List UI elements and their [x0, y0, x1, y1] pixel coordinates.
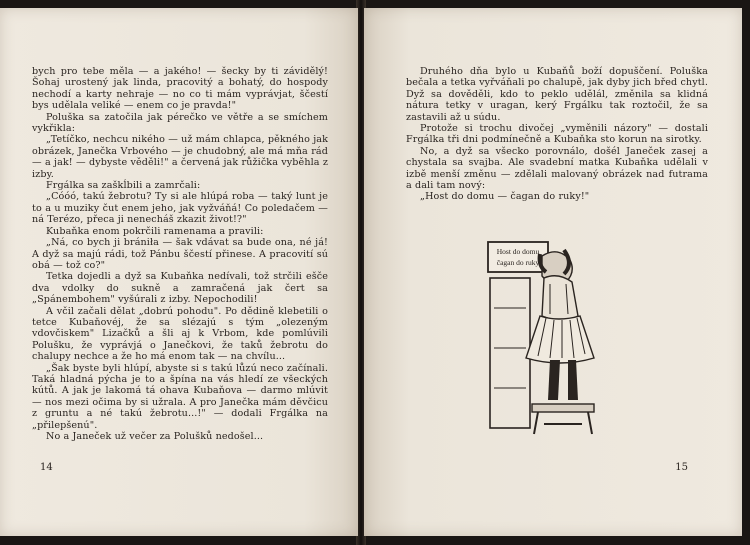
right-page-text [406, 66, 708, 203]
paragraph: „Ná, co bych ji brániła — šak vdávat sa bude ona, né já! A dyž sa majú rádi, tož Pánbu ščestí přinese. A pracovití sú obá — tož co?" [32, 237, 328, 271]
paragraph: Frgálka sa zaškĺbili a zamrčali: [46, 180, 201, 192]
paragraph: „Šak byste byli hlúpí, abyste si s takú lůzú neco začínali. Taká hladná pýcha je to a špína na vás hledí ze všeckých kútů. A jak je lakomá tá ohava Kubaňova — darmo mlúvit — nos mezi očima by si užrala. A pro Janečka mám děvčicu z gruntu a né takú žebrotu...!" — dodali Frgálka na „přilepšenú". [32, 362, 328, 431]
paragraph: A včil začali dělat „dobrú pohodu". Po dědině klebetili o tetce Kubaňovéj, že sa slézajú s tým „olezeným vdovčiskem" Lizačků a šli aj k Vrbom, kde pomlúvili Polušku, že vyprávjá o Janečkovi, že taků žebrotu do chalupy nechce a že ho má enom tak — na chvílu... [32, 305, 328, 363]
boot [548, 360, 560, 400]
paragraph: No, a dyž sa všecko porovnálo, došél Janeček zasej a chystala sa svajba. Ale svadební matka Kubaňka udělali v izbě menší změnu — zdělali malovaný obrázek nad futrama a dali tam nový: [406, 145, 708, 192]
paragraph: bych pro tebe měla — a jakého! — šecky by ti závidělý! Šohaj urostený jak linda, pracovitý a bohatý, do hospody nechodí a karty nehraje — no co ti mám vyprávjat, ščestí bys udělala veliké — enem co je pravda!" [32, 66, 328, 112]
paragraph: „Cóóó, takú žebrotu? Ty si ale hlúpá roba — taký lunt je to a u muziky čut enem jeho, jak vyžváňá! Co poledačem — ná Terézo, přeca ji nenecháš zkazit život!?" [32, 191, 328, 226]
paragraph: Druhého dňa bylo u Kubaňů boží dopuščení. Poluška bečala a tetka vyřváňali po chalupě, jak dyby jich břed chytl. Dyž sa dověděli, kdo to peklo udělál, změnila sa klidná nátura tetky v uragan, kerý Frgálku tak roztočil, že sa zastavili až u súdu. [406, 66, 708, 123]
page-number: 15 [675, 462, 688, 473]
paragraph: Poluška sa zatočila jak pérečko ve větře a se smíchem vykřikla: [32, 111, 328, 135]
right-page [364, 8, 742, 536]
illustration-woman-hanging-sign [480, 238, 630, 448]
paragraph: Tetka dojedli a dyž sa Kubaňka nedívali, tož strčili ešče dva vdolky do sukně a zamračená jak čert sa „Spánembohem" vyšúrali z izby. Nepochodili! [32, 271, 328, 306]
paragraph: Kubaňka enom pokrčili ramenama a pravili: [46, 225, 264, 237]
sign-text-line: Host do domu [496, 247, 540, 256]
left-page [0, 8, 358, 536]
page-number: 14 [40, 462, 53, 473]
paragraph: Protože si trochu divočej „vyměnili názory" — dostali Frgálka tři dni podmínečně a Kubaňka sto korun na sirotky. [406, 123, 708, 146]
paragraph: „Tetíčko, nechcu nikého — už mám chlapca, pěkného jak obrázek, Janečka Vrbového — je chudobný, ale má mňa rád — a jak! — dybyste věděli!" a červená jak růžička vyběhla z izby. [32, 134, 328, 180]
paragraph: „Host do domu — čagan do ruky!" [420, 191, 590, 203]
cabinet [490, 278, 530, 428]
paragraph: No a Janeček už večer za Polušků nedošel... [46, 431, 264, 442]
torso [542, 276, 578, 320]
stool-top [532, 404, 594, 412]
left-page-text [32, 66, 328, 442]
skirt [526, 316, 594, 363]
stool-legs [534, 412, 592, 434]
sign-text-line: čagan do ruky [496, 258, 540, 267]
boot [568, 360, 578, 400]
